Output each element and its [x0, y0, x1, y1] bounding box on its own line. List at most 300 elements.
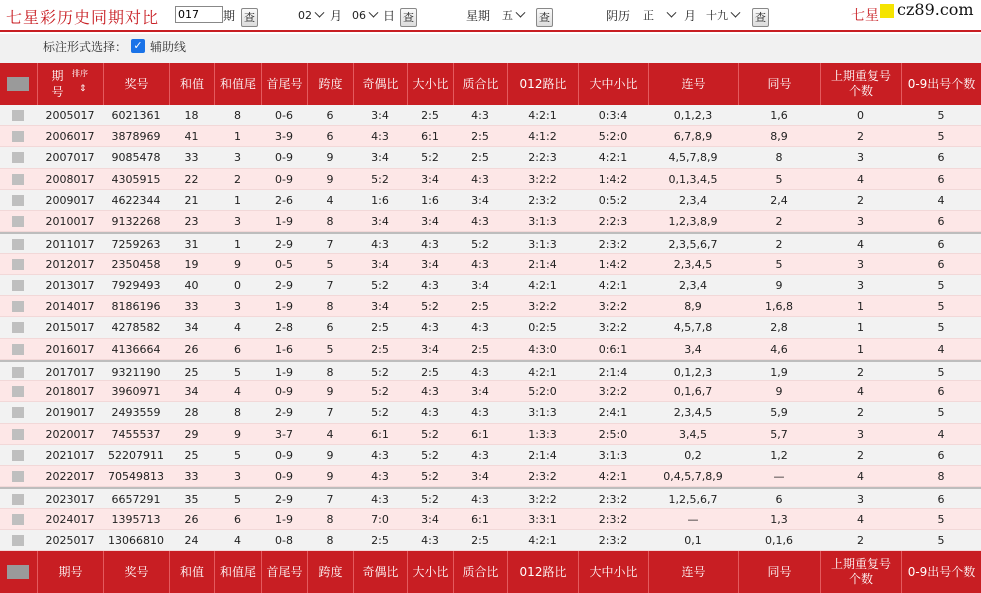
table-cell: 0,2 — [684, 448, 702, 462]
table-cell: 3:2:2 — [598, 385, 628, 399]
table-cell: 3,4 — [684, 342, 702, 356]
table-cell: 3:4 — [471, 193, 489, 207]
table-cell: 3878969 — [111, 130, 161, 144]
table-cell: 1 — [857, 300, 864, 314]
table-cell: 2:3:2 — [598, 238, 628, 252]
table-cell: 9 — [326, 385, 334, 399]
table-cell: 2:3:2 — [598, 533, 628, 547]
table-cell: 4 — [326, 193, 334, 207]
table-cell: 6 — [326, 109, 334, 122]
day-unit-label: 日 — [383, 9, 396, 23]
table-cell: 2:4:1 — [598, 406, 628, 420]
table-cell: 2009017 — [45, 193, 95, 207]
table-cell: — — [773, 470, 785, 484]
table-cell: 4 — [857, 470, 864, 484]
table-cell: 6 — [937, 448, 945, 462]
footer-col-label: 012路比 — [519, 564, 567, 579]
blurred-image-icon — [12, 301, 24, 312]
footer-col-3 — [169, 551, 214, 593]
table-cell: 4:3 — [471, 321, 489, 335]
table-cell: 4:3 — [371, 493, 389, 507]
table-cell: 2-9 — [275, 406, 293, 420]
table-cell: 19 — [184, 257, 199, 271]
month-unit-label: 月 — [330, 9, 343, 23]
table-cell: 3:4 — [421, 172, 439, 186]
table-cell: 5:2 — [421, 427, 439, 441]
table-cell: 3960971 — [111, 385, 161, 399]
header-col-12 — [648, 63, 738, 105]
sort-label[interactable]: 排序 — [72, 69, 88, 78]
table-cell: 4 — [857, 385, 864, 399]
period-unit-label: 期 — [223, 9, 236, 23]
table-cell: 26 — [184, 512, 199, 526]
table-cell: 4:2:1 — [528, 533, 557, 547]
table-cell: 1-9 — [275, 215, 293, 229]
table-cell: 4,6 — [770, 342, 788, 356]
table-cell: 5:2 — [421, 448, 439, 462]
table-cell: 0:2:5 — [528, 321, 557, 335]
table-row — [0, 211, 981, 232]
table-cell: 3:2:2 — [528, 172, 557, 186]
table-row — [0, 466, 981, 487]
table-cell: 3:4 — [371, 300, 389, 314]
table-cell: 4622344 — [111, 193, 161, 207]
table-cell: 3:4 — [371, 109, 389, 122]
table-cell: 3:1:3 — [528, 406, 557, 420]
table-cell: 4:3 — [471, 406, 489, 420]
table-header — [0, 63, 981, 105]
table-cell: 3:4 — [471, 278, 489, 292]
table-cell: 2,8 — [770, 321, 788, 335]
header-col-label: 奇偶比 — [362, 76, 399, 91]
table-cell: 41 — [184, 130, 199, 144]
table-cell: 1:4:2 — [598, 257, 628, 271]
table-cell: 0-8 — [275, 533, 293, 547]
table-cell: 7 — [326, 278, 334, 292]
table-cell: 2012017 — [45, 257, 95, 271]
table-cell: 2 — [857, 406, 864, 420]
table-cell: 8 — [937, 470, 945, 484]
table-cell: 1 — [234, 130, 241, 144]
footer-col-label: 奇偶比 — [362, 564, 399, 579]
table-cell: 3,4,5 — [679, 427, 707, 441]
guide-line-checkbox-label[interactable]: 辅助线 — [150, 40, 187, 54]
table-cell: 0:3:4 — [598, 109, 628, 122]
table-cell: 5:2:0 — [598, 130, 628, 144]
table-cell: 33 — [184, 300, 199, 314]
footer-col-label: 首尾号 — [266, 564, 303, 579]
table-cell: 4,5,7,8,9 — [668, 151, 718, 165]
table-cell: 5 — [937, 109, 945, 122]
table-cell: 2:3:2 — [598, 512, 628, 526]
table-cell: 0,4,5,7,8,9 — [663, 470, 723, 484]
footer-col-12 — [648, 551, 738, 593]
blurred-image-icon — [12, 322, 24, 333]
table-cell: 18 — [184, 109, 199, 122]
table-cell: 5:2 — [371, 172, 389, 186]
footer-col-8 — [407, 551, 453, 593]
table-cell: 2493559 — [111, 406, 161, 420]
table-cell: 40 — [184, 278, 199, 292]
table-cell: 2:3:2 — [598, 493, 628, 507]
table-cell: 5:2:0 — [528, 385, 557, 399]
table-cell: 0:5:2 — [598, 193, 628, 207]
footer-corner-cell — [0, 551, 37, 593]
table-cell: 0-9 — [275, 151, 293, 165]
table-cell: 3 — [857, 278, 864, 292]
header-col-1[interactable] — [37, 63, 103, 105]
table-cell: 9085478 — [111, 151, 161, 165]
table-cell: 8,9 — [684, 300, 702, 314]
table-cell: 5 — [937, 365, 945, 379]
site-brand[interactable] — [851, 0, 981, 26]
table-cell: 3 — [857, 257, 864, 271]
table-cell: 4:2:1 — [598, 151, 628, 165]
table-cell: 4:3 — [471, 448, 489, 462]
table-cell: 3:4 — [471, 385, 489, 399]
table-cell: 3:4 — [371, 215, 389, 229]
table-cell: 9 — [326, 172, 334, 186]
table-cell: 7 — [326, 238, 334, 252]
table-cell: 4305915 — [111, 172, 161, 186]
table-cell: 2019017 — [45, 406, 95, 420]
table-cell: 6:1 — [471, 512, 489, 526]
table-cell: 2023017 — [45, 493, 95, 507]
table-cell: 5:2 — [421, 470, 439, 484]
brand-prefix: 七星 — [851, 8, 879, 24]
table-cell: 2011017 — [45, 238, 95, 252]
top-bar — [0, 0, 981, 32]
footer-col-label: 期号 — [58, 564, 83, 579]
table-cell: 7259263 — [111, 238, 161, 252]
table-cell: 1:3:3 — [528, 427, 557, 441]
table-cell: 5:2 — [371, 406, 389, 420]
table-cell: 2 — [857, 533, 864, 547]
table-cell: 2 — [857, 365, 864, 379]
table-cell: 1 — [857, 342, 864, 356]
table-cell: 2-9 — [275, 493, 293, 507]
table-row — [0, 317, 981, 338]
table-cell: 2016017 — [45, 342, 95, 356]
brand-logo-icon — [880, 4, 894, 18]
table-cell: 6:1 — [471, 427, 489, 441]
table-cell: 1,2,5,6,7 — [668, 493, 718, 507]
table-cell: 3 — [857, 427, 864, 441]
query-button-lunar[interactable]: 查 — [752, 8, 769, 27]
table-cell: 23 — [184, 215, 199, 229]
table-cell: 2:5:0 — [598, 427, 628, 441]
month-select[interactable] — [298, 6, 323, 24]
table-cell: 0-9 — [275, 470, 293, 484]
table-cell: 3:1:3 — [528, 215, 557, 229]
table-cell: 2 — [234, 172, 241, 186]
table-cell: 5 — [937, 278, 945, 292]
table-cell: 4:3 — [471, 109, 489, 122]
table-cell: 3:3:1 — [528, 512, 557, 526]
sort-arrow-icon[interactable]: ⇕ — [79, 84, 87, 94]
table-cell: 5 — [234, 448, 241, 462]
table-cell: 2350458 — [111, 257, 161, 271]
header-col-label: 奖号 — [124, 76, 149, 91]
table-cell: 5,9 — [770, 406, 788, 420]
table-row — [0, 126, 981, 147]
header-col-7 — [353, 63, 407, 105]
table-cell: 1-6 — [275, 342, 293, 356]
table-cell: 5,7 — [770, 427, 788, 441]
blurred-image-icon — [12, 471, 24, 482]
table-cell: 9 — [326, 151, 334, 165]
table-cell: 4:3 — [471, 257, 489, 271]
blurred-image-icon — [12, 535, 24, 546]
table-cell: 3:4 — [421, 257, 439, 271]
table-cell: 4:3 — [421, 278, 439, 292]
table-cell: 2014017 — [45, 300, 95, 314]
table-cell: 3:4 — [421, 342, 439, 356]
blurred-image-icon — [12, 280, 24, 291]
period-input[interactable] — [175, 6, 223, 23]
table-cell: 4:3 — [421, 406, 439, 420]
chevron-down-icon — [315, 7, 325, 17]
week-label: 星期 — [466, 9, 491, 23]
table-row — [0, 487, 981, 508]
table-cell: 3:4 — [471, 470, 489, 484]
table-cell: 6 — [326, 130, 334, 144]
blurred-image-icon — [12, 131, 24, 142]
query-button-period[interactable]: 查 — [241, 8, 258, 27]
table-cell: 2:5 — [421, 365, 439, 379]
week-select[interactable] — [502, 6, 524, 24]
table-cell: 5 — [234, 493, 241, 507]
table-cell: 2:5 — [471, 151, 489, 165]
lunar-month-select-value: 正 — [643, 9, 654, 22]
lunar-day-select-value: 十九 — [706, 9, 728, 22]
table-cell: 6 — [937, 238, 945, 252]
footer-col-5 — [261, 551, 307, 593]
table-cell: 7929493 — [111, 278, 161, 292]
table-cell: 0-6 — [275, 109, 293, 122]
blurred-image-icon — [12, 429, 24, 440]
table-cell: 6 — [234, 512, 241, 526]
table-cell: 2,3,4 — [679, 193, 707, 207]
chevron-down-icon — [731, 7, 741, 17]
table-cell: 3:2:2 — [598, 321, 628, 335]
blurred-image-icon — [12, 514, 24, 525]
table-cell: 2-6 — [275, 193, 293, 207]
query-button-date[interactable]: 查 — [400, 8, 417, 27]
table-cell: 6,7,8,9 — [673, 130, 713, 144]
header-col-10 — [507, 63, 578, 105]
table-cell: 5 — [234, 365, 241, 379]
table-cell: 28 — [184, 406, 199, 420]
table-cell: 5 — [775, 257, 783, 271]
table-cell: 2024017 — [45, 512, 95, 526]
table-cell: 70549813 — [108, 470, 164, 484]
table-cell: 5 — [937, 130, 945, 144]
checkbox-checked-icon[interactable]: ✓ — [131, 39, 145, 53]
table-row — [0, 232, 981, 253]
lunar-month-select[interactable] — [643, 6, 675, 24]
table-cell: 8 — [326, 533, 334, 547]
query-button-week[interactable]: 查 — [536, 8, 553, 27]
table-cell: 3 — [857, 493, 864, 507]
header-col-label: 连号 — [681, 76, 706, 91]
table-cell: 22 — [184, 172, 199, 186]
table-cell: 0,1,6 — [765, 533, 793, 547]
table-cell: 5:2 — [371, 385, 389, 399]
footer-col-label: 和值 — [179, 564, 204, 579]
blurred-image-icon — [12, 386, 24, 397]
week-select-value: 五 — [502, 9, 513, 22]
table-cell: 3:1:3 — [528, 238, 557, 252]
table-cell: 4 — [857, 238, 864, 252]
header-col-11 — [578, 63, 648, 105]
table-cell: 8186196 — [111, 300, 161, 314]
table-cell: 4278582 — [111, 321, 161, 335]
table-cell: 0 — [857, 109, 864, 122]
footer-col-2 — [103, 551, 169, 593]
table-cell: 9 — [775, 385, 783, 399]
table-row — [0, 169, 981, 190]
table-cell: 5:2 — [371, 278, 389, 292]
table-cell: 21 — [184, 193, 199, 207]
table-cell: 4:2:1 — [528, 109, 557, 122]
table-row — [0, 275, 981, 296]
table-row — [0, 147, 981, 168]
table-cell: 9132268 — [111, 215, 161, 229]
table-cell: 2-8 — [275, 321, 293, 335]
table-cell: 2 — [775, 215, 783, 229]
table-cell: 8 — [234, 406, 241, 420]
footer-col-label: 连号 — [681, 564, 706, 579]
table-cell: 1,3 — [770, 512, 788, 526]
footer-col-7 — [353, 551, 407, 593]
table-cell: 0,1 — [684, 533, 702, 547]
table-cell: 4:3 — [371, 448, 389, 462]
table-cell: 6 — [937, 385, 945, 399]
table-cell: 4:3 — [421, 533, 439, 547]
table-cell: 6 — [775, 493, 783, 507]
table-cell: 4:2:1 — [528, 365, 557, 379]
table-cell: 9 — [234, 427, 241, 441]
header-col-6 — [307, 63, 353, 105]
table-cell: 7455537 — [111, 427, 161, 441]
table-cell: 34 — [184, 321, 199, 335]
lunar-day-select[interactable] — [706, 6, 739, 24]
chevron-down-icon — [667, 7, 677, 17]
table-cell: 6 — [326, 321, 334, 335]
table-cell: 52207911 — [108, 448, 164, 462]
footer-col-label: 大中小比 — [589, 564, 638, 579]
table-cell: 5:2 — [421, 300, 439, 314]
table-cell: 1,9 — [770, 365, 788, 379]
table-cell: 2017017 — [45, 365, 95, 379]
table-cell: 3-7 — [275, 427, 293, 441]
blurred-image-icon — [12, 152, 24, 163]
table-cell: 0,1,2,3 — [673, 365, 713, 379]
table-cell: 0,1,2,3 — [673, 109, 713, 122]
table-footer-header — [0, 551, 981, 593]
table-cell: 4 — [326, 427, 334, 441]
table-cell: 4:3 — [421, 385, 439, 399]
table-cell: 3 — [857, 151, 864, 165]
header-col-label: 首尾号 — [266, 76, 303, 91]
table-cell: 2018017 — [45, 385, 95, 399]
table-cell: 2021017 — [45, 448, 95, 462]
table-cell: 4:3 — [371, 470, 389, 484]
table-cell: 5 — [937, 300, 945, 314]
table-cell: 6 — [937, 215, 945, 229]
table-cell: 4:3 — [471, 172, 489, 186]
header-col-9 — [453, 63, 507, 105]
table-cell: 4 — [937, 193, 945, 207]
header-col-8 — [407, 63, 453, 105]
table-cell: 5:2 — [471, 238, 489, 252]
table-cell: 4:2:1 — [528, 278, 557, 292]
table-cell: 7 — [326, 406, 334, 420]
footer-col-label: 和值尾 — [219, 564, 256, 579]
table-cell: 4 — [937, 427, 945, 441]
header-col-label: 大小比 — [412, 76, 449, 91]
footer-col-label: 上期重复号个数 — [831, 557, 892, 586]
table-cell: 2007017 — [45, 151, 95, 165]
table-cell: 3:1:3 — [598, 448, 628, 462]
blurred-image-icon — [12, 344, 24, 355]
table-cell: 33 — [184, 470, 199, 484]
header-col-label: 和值尾 — [219, 76, 256, 91]
table-cell: 3-9 — [275, 130, 293, 144]
table-cell: 3 — [857, 215, 864, 229]
table-cell: 1,2 — [770, 448, 788, 462]
table-cell: 2:2:3 — [528, 151, 557, 165]
table-cell: 2,4 — [770, 193, 788, 207]
table-cell: 4:3:0 — [528, 342, 557, 356]
table-cell: 1,2,3,8,9 — [668, 215, 718, 229]
table-cell: 3 — [234, 470, 241, 484]
header-col-4 — [214, 63, 261, 105]
table-cell: 34 — [184, 385, 199, 399]
table-cell: 7 — [326, 493, 334, 507]
table-row — [0, 254, 981, 275]
header-col-14 — [820, 63, 901, 105]
header-col-13 — [738, 63, 820, 105]
table-cell: 8 — [326, 300, 334, 314]
day-select[interactable] — [352, 6, 377, 24]
table-cell: 2:3:2 — [528, 470, 557, 484]
table-cell: 1 — [234, 238, 241, 252]
blurred-image-icon — [12, 450, 24, 461]
table-cell: 1:6 — [421, 193, 439, 207]
header-col-label: 跨度 — [318, 76, 343, 91]
option-row — [0, 34, 981, 63]
blurred-image-icon — [12, 494, 24, 505]
table-body — [0, 105, 981, 551]
footer-col-label: 大小比 — [412, 564, 449, 579]
table-cell: 3 — [234, 215, 241, 229]
table-row — [0, 509, 981, 530]
table-row — [0, 296, 981, 317]
table-cell: 3:4 — [371, 257, 389, 271]
table-cell: 4:3 — [471, 493, 489, 507]
table-cell: 4:2:1 — [598, 470, 628, 484]
table-cell: 2:2:3 — [598, 215, 628, 229]
blurred-image-icon — [12, 259, 24, 270]
table-cell: 2005017 — [45, 109, 95, 122]
header-col-15 — [901, 63, 981, 105]
table-cell: 2 — [857, 193, 864, 207]
table-cell: 9 — [775, 278, 783, 292]
footer-col-13 — [738, 551, 820, 593]
table-cell: 6021361 — [111, 109, 161, 122]
